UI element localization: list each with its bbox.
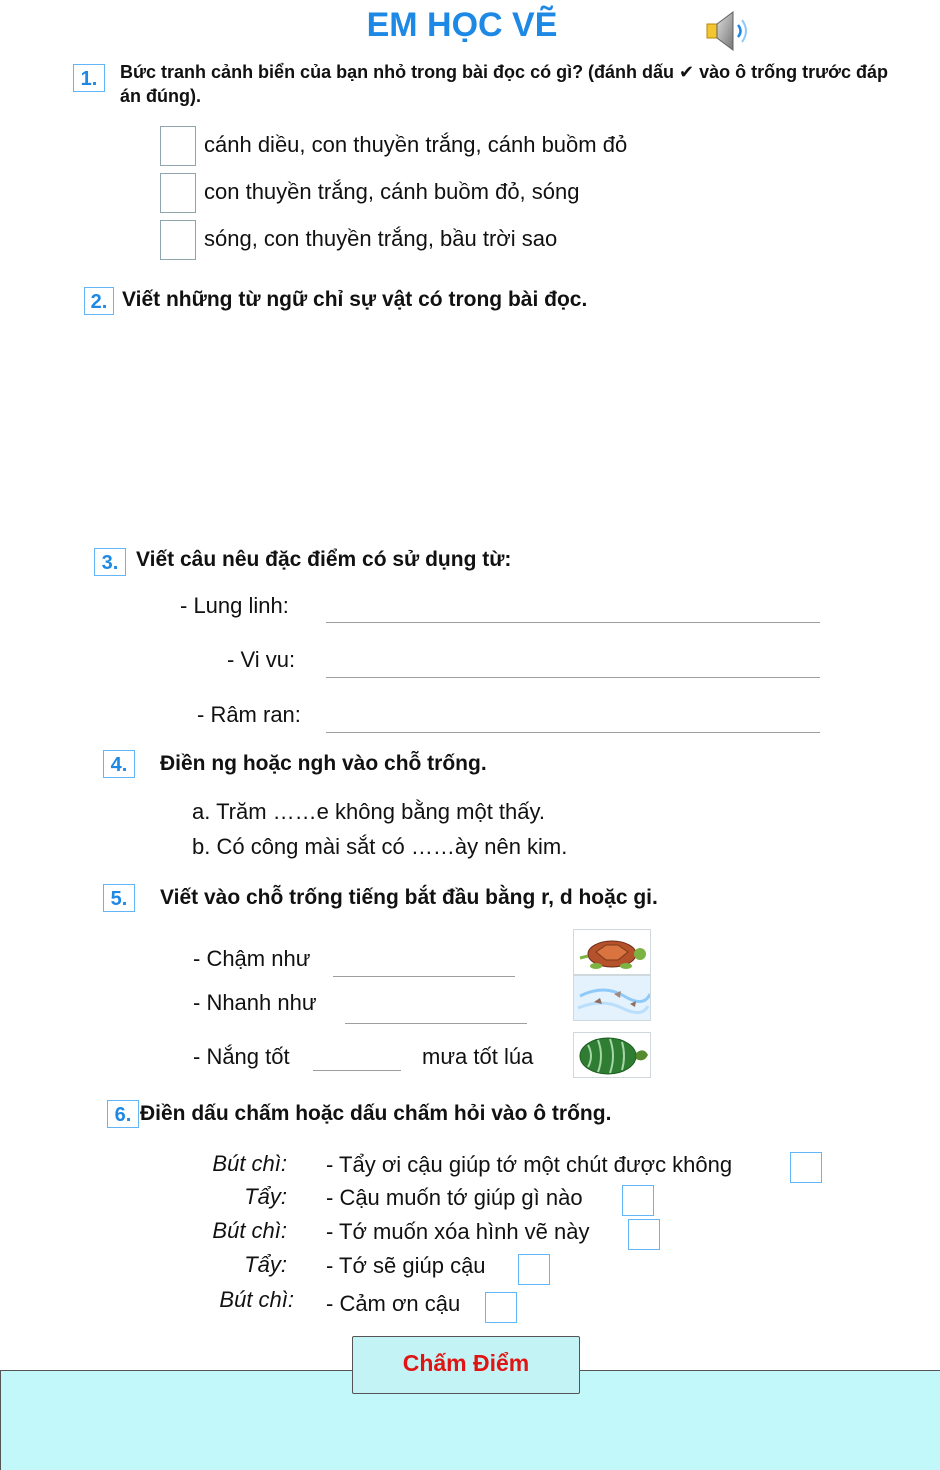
grade-button[interactable]: Chấm Điểm (352, 1336, 580, 1394)
dialogue-speaker: Tẩy: (244, 1252, 287, 1277)
answer-1c-label: sóng, con thuyền trắng, bầu trời sao (204, 226, 558, 251)
question-1-number: 1. (73, 64, 105, 92)
question-4-line-b: b. Có công mài sắt có ……ày nên kim. (192, 834, 568, 859)
answer-1c-checkbox[interactable] (160, 220, 196, 260)
question-3-number: 3. (94, 548, 126, 576)
dialogue-speaker: Bút chì: (219, 1287, 294, 1312)
question-2-number: 2. (84, 287, 114, 315)
page-title: EM HỌC VẼ (366, 6, 558, 44)
wind-image (573, 975, 651, 1021)
nang-tot-input[interactable] (313, 1070, 401, 1071)
answer-1b-checkbox[interactable] (160, 173, 196, 213)
dialogue-line: - Tớ muốn xóa hình vẽ này (326, 1219, 590, 1244)
question-5-text: Viết vào chỗ trống tiếng bắt đầu bằng r, d hoặc gi. (160, 886, 658, 909)
dialogue-line: - Cảm ơn cậu (326, 1291, 461, 1316)
question-3-text: Viết câu nêu đặc điểm có sử dụng từ: (136, 548, 512, 571)
punctuation-box-1[interactable] (790, 1152, 822, 1183)
question-4-text: Điền ng hoặc ngh vào chỗ trống. (160, 752, 487, 775)
punctuation-box-2[interactable] (622, 1185, 654, 1216)
nhanh-nhu-input[interactable] (345, 1023, 527, 1024)
dialogue-line: - Tẩy ơi cậu giúp tớ một chút được không (326, 1152, 733, 1177)
dialogue-speaker: Bút chì: (212, 1218, 287, 1243)
cham-nhu-label: - Chậm như (193, 946, 311, 971)
punctuation-box-3[interactable] (628, 1219, 660, 1250)
nhanh-nhu-label: - Nhanh như (193, 990, 317, 1015)
lung-linh-input[interactable] (326, 622, 820, 623)
punctuation-box-4[interactable] (518, 1254, 550, 1285)
answer-1a-label: cánh diều, con thuyền trắng, cánh buồm đỏ (204, 132, 628, 157)
dialogue-line: - Cậu muốn tớ giúp gì nào (326, 1185, 583, 1210)
question-5-number: 5. (103, 884, 135, 912)
lung-linh-label: - Lung linh: (180, 593, 289, 618)
question-4-number: 4. (103, 750, 135, 778)
mua-tot-lua-label: mưa tốt lúa (422, 1044, 534, 1069)
cham-nhu-input[interactable] (333, 976, 515, 977)
ram-ran-input[interactable] (326, 732, 820, 733)
dialogue-speaker: Tẩy: (244, 1184, 287, 1209)
ram-ran-label: - Râm ran: (197, 702, 301, 727)
question-4-line-a: a. Trăm ……e không bằng một thấy. (192, 799, 545, 824)
speaker-icon[interactable] (703, 8, 755, 54)
nang-tot-label: - Nắng tốt (193, 1044, 290, 1069)
dialogue-line: - Tớ sẽ giúp cậu (326, 1253, 486, 1278)
answer-1a-checkbox[interactable] (160, 126, 196, 166)
vi-vu-label: - Vi vu: (227, 647, 296, 672)
turtle-image (573, 929, 651, 975)
answer-1b-label: con thuyền trắng, cánh buồm đỏ, sóng (204, 179, 580, 204)
question-2-text: Viết những từ ngữ chỉ sự vật có trong bài đọc. (122, 288, 588, 311)
question-2-answer-area[interactable] (120, 325, 820, 525)
dialogue-speaker: Bút chì: (212, 1151, 287, 1176)
question-6-text: Điền dấu chấm hoặc dấu chấm hỏi vào ô trống. (140, 1102, 612, 1125)
watermelon-image (573, 1032, 651, 1078)
question-6-number: 6. (107, 1100, 139, 1128)
question-1-text: Bức tranh cảnh biển của bạn nhỏ trong bài đọc có gì? (đánh dấu ✔ vào ô trống trước đáp án đúng). (120, 62, 888, 106)
punctuation-box-5[interactable] (485, 1292, 517, 1323)
vi-vu-input[interactable] (326, 677, 820, 678)
